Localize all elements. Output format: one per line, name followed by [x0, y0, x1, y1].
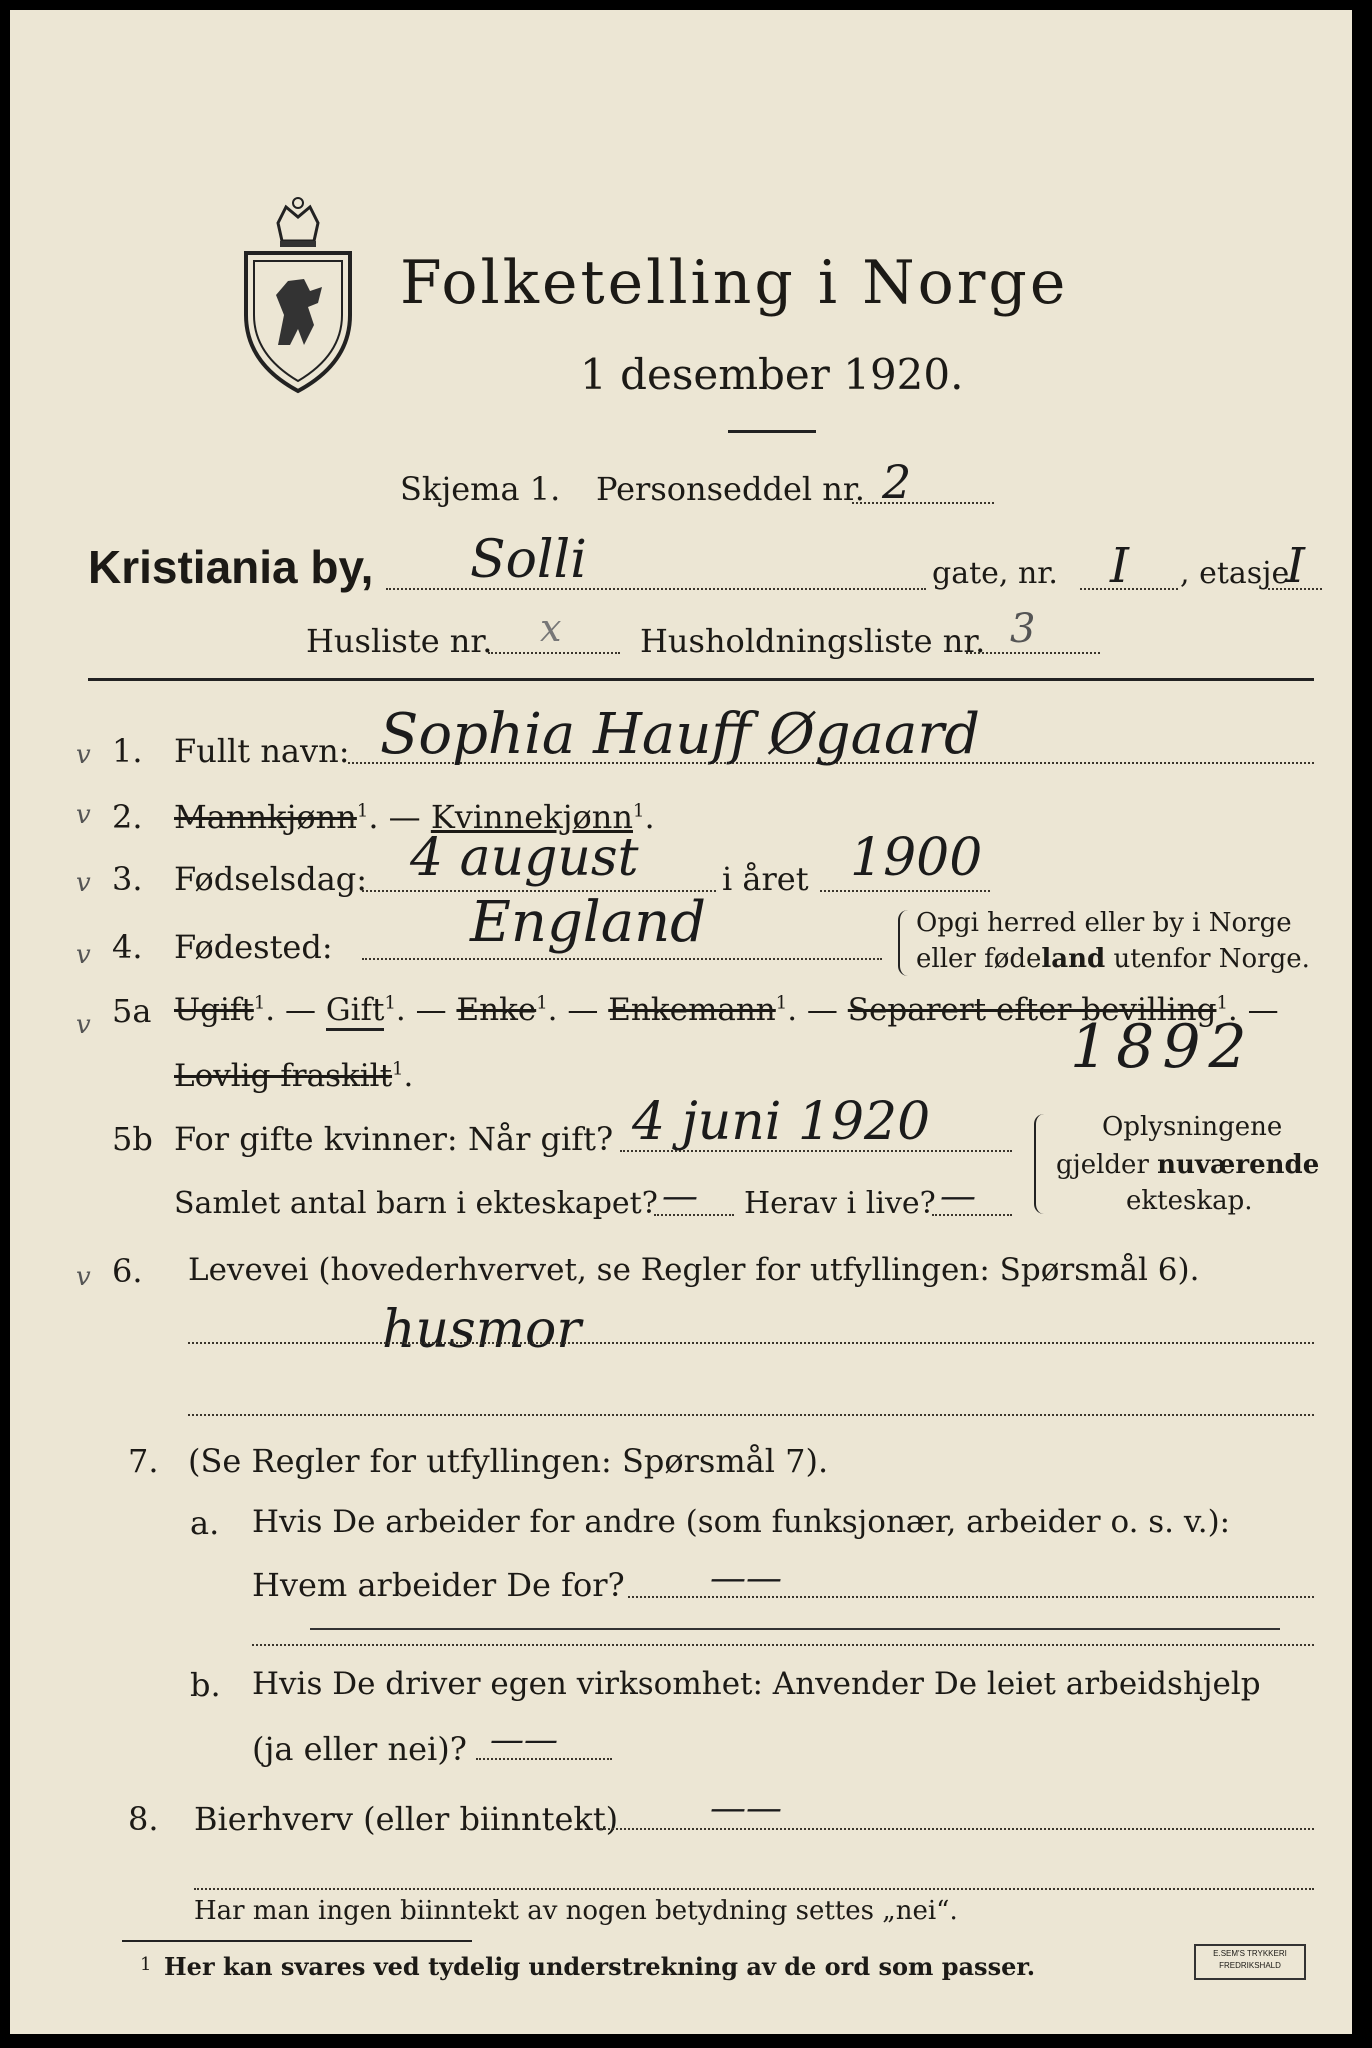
q4-note-line1: Opgi herred eller by i Norge [916, 908, 1292, 938]
q5b-barn-value: — [662, 1176, 698, 1217]
personseddel-line [852, 502, 994, 504]
option-enkemann: Enkemann [608, 992, 776, 1028]
option-separert: Separert efter bevilling [847, 992, 1217, 1028]
q5b-note-line2 [1056, 1150, 1319, 1180]
q5b-naar-value: 4 juni 1920 [632, 1092, 931, 1152]
printer-mark [1194, 1944, 1306, 1980]
q7a-number: a. [190, 1504, 220, 1542]
q7-number: 7. [128, 1442, 159, 1480]
coat-of-arms-icon [238, 195, 358, 395]
husholdning-value: 3 [1010, 606, 1036, 652]
q7a-dash-2 [310, 1628, 1280, 1630]
footnote-sup: 1 [384, 992, 396, 1014]
q4-label: Fødested: [174, 928, 333, 966]
q6-line-1 [188, 1342, 1314, 1344]
q1-number: 1. [112, 732, 143, 770]
gate-label: gate, nr. [932, 556, 1058, 591]
footnote-sup: 1 [536, 992, 548, 1014]
footnote-sup: 1 [633, 800, 645, 822]
option-kvinnekjonn: Kvinnekjønn [430, 798, 633, 836]
etasje-value: I [1286, 538, 1305, 594]
q7b-value: —— [490, 1720, 558, 1760]
option-fraskilt: Lovlig fraskilt [174, 1058, 393, 1094]
q8-line-2 [194, 1888, 1314, 1890]
q4-note-brace [898, 910, 910, 976]
margin-tick: v [76, 868, 91, 898]
q5b-barn-label: Samlet antal barn i ekteskapet? [174, 1186, 658, 1221]
q5a-number: 5a [112, 992, 152, 1030]
personseddel-label: Personseddel nr. [596, 470, 865, 508]
q7a-line-2 [252, 1644, 1314, 1646]
q4-note-line2-c: utenfor Norge. [1105, 944, 1310, 974]
gate-nr-line [1080, 588, 1178, 590]
q4-value: England [470, 890, 707, 955]
printer-line1: E.SEM'S TRYKKERI [1213, 1949, 1287, 1958]
q6-number: 6. [112, 1252, 143, 1290]
etasje-label: , etasje [1180, 556, 1290, 591]
q5b-note-line1: Oplysningene [1102, 1112, 1283, 1142]
q4-number: 4. [112, 928, 143, 966]
q6-value: husmor [382, 1300, 582, 1360]
footnote-sup: 1 [356, 800, 369, 822]
q4-note-line2-b: land [1041, 944, 1106, 974]
section-rule [88, 678, 1314, 681]
margin-tick: v [76, 1010, 91, 1040]
q5b-note-line2-a: gjelder [1056, 1150, 1158, 1180]
q6-label: Levevei (hovederhvervet, se Regler for utfyllingen: Spørsmål 6). [188, 1252, 1200, 1288]
gate-nr-value: I [1110, 538, 1129, 594]
q3-number: 3. [112, 860, 143, 898]
census-form [10, 10, 1352, 2034]
q8-label: Bierhverv (eller biinntekt) [194, 1800, 619, 1838]
margin-tick: v [76, 740, 91, 770]
husholdning-line [966, 652, 1100, 654]
husliste-line [488, 652, 620, 654]
q5a-options: Ugift$^1$. — Gift$^1$. — Enke$^1$. — Enkemann$^1$. — Separert efter bevilling$^1$. — [174, 992, 1279, 1028]
q5a-margin-value: 1892 [1070, 1012, 1255, 1082]
street-line [386, 588, 926, 590]
q5b-note-brace [1034, 1114, 1046, 1214]
q7a-label: Hvis De arbeider for andre (som funksjonær, arbeider o. s. v.): [252, 1504, 1231, 1540]
q5b-label: For gifte kvinner: [174, 1120, 458, 1158]
q8-line [600, 1828, 1314, 1830]
q2-options: Mannkjønn$^1$. — Kvinnekjønn$^1$. [174, 798, 655, 836]
option-mannkjonn: Mannkjønn [174, 798, 357, 836]
husliste-value: x [540, 606, 562, 650]
footnote-text: Her kan svares ved tydelig understrekning av de ord som passer. [164, 1952, 1036, 1981]
q7b-question: (ja eller nei)? [252, 1730, 467, 1768]
footnote-sup: 1 [253, 992, 266, 1014]
q7-label: (Se Regler for utfyllingen: Spørsmål 7). [188, 1442, 829, 1480]
personseddel-value: 2 [882, 455, 912, 509]
husliste-label: Husliste nr. [306, 622, 493, 660]
footer-note: Har man ingen biinntekt av nogen betydning settes „nei“. [194, 1896, 958, 1926]
q3-year-line [820, 890, 990, 892]
printer-line2: FREDRIKSHALD [1219, 1961, 1281, 1970]
q3-value: 4 august [410, 828, 639, 888]
q7b-number: b. [190, 1666, 221, 1704]
q1-value: Sophia Hauff Øgaard [380, 702, 981, 767]
footnote-sup: 1 [775, 992, 788, 1014]
footnote-sup: 1 [1216, 992, 1228, 1014]
q2-number: 2. [112, 798, 143, 836]
q5b-live-label: Herav i live? [744, 1186, 936, 1221]
q7a-value: —— [710, 1558, 782, 1599]
q7b-label: Hvis De driver egen virksomhet: Anvender De leiet arbeidshjelp [252, 1666, 1261, 1702]
q4-line [362, 958, 882, 960]
q5b-note-line2-b: nuværende [1157, 1150, 1320, 1180]
form-title: Folketelling i Norge [400, 248, 1069, 318]
q4-note-line2-a: eller føde [916, 944, 1042, 974]
q5b-number: 5b [112, 1120, 153, 1158]
q5a-options-line2: Lovlig fraskilt$^1$. [174, 1058, 414, 1094]
q3-year-value: 1900 [850, 828, 983, 888]
q5b-live-value: — [940, 1176, 976, 1217]
q5b-naar-label: Når gift? [468, 1120, 614, 1158]
option-gift: Gift [326, 992, 385, 1031]
q2-separator: . — [368, 798, 421, 836]
q8-value: —— [710, 1788, 782, 1829]
q3-label: Fødselsdag: [174, 860, 368, 898]
q6-line-2 [188, 1414, 1314, 1416]
street-value: Solli [470, 530, 587, 590]
title-rule [728, 430, 816, 433]
footer-rule [122, 1940, 472, 1942]
schema-label: Skjema 1. [400, 470, 561, 508]
margin-tick: v [76, 1262, 91, 1292]
q4-note-line2 [916, 944, 1310, 974]
q5b-note-line3: ekteskap. [1126, 1186, 1253, 1216]
q8-number: 8. [128, 1800, 159, 1838]
option-ugift: Ugift [174, 992, 254, 1028]
q7a-question: Hvem arbeider De for? [252, 1566, 625, 1604]
q1-label: Fullt navn: [174, 732, 350, 770]
option-enke: Enke [456, 992, 537, 1028]
census-date: 1 desember 1920. [580, 350, 964, 399]
margin-tick: v [76, 800, 91, 830]
husholdning-label: Husholdningsliste nr. [640, 622, 986, 660]
footnote-number: 1 [140, 1954, 152, 1975]
margin-tick: v [76, 940, 91, 970]
footnote-sup: 1 [392, 1058, 404, 1080]
q3-year-label: i året [722, 860, 809, 898]
city-label: Kristiania by, [88, 541, 374, 593]
